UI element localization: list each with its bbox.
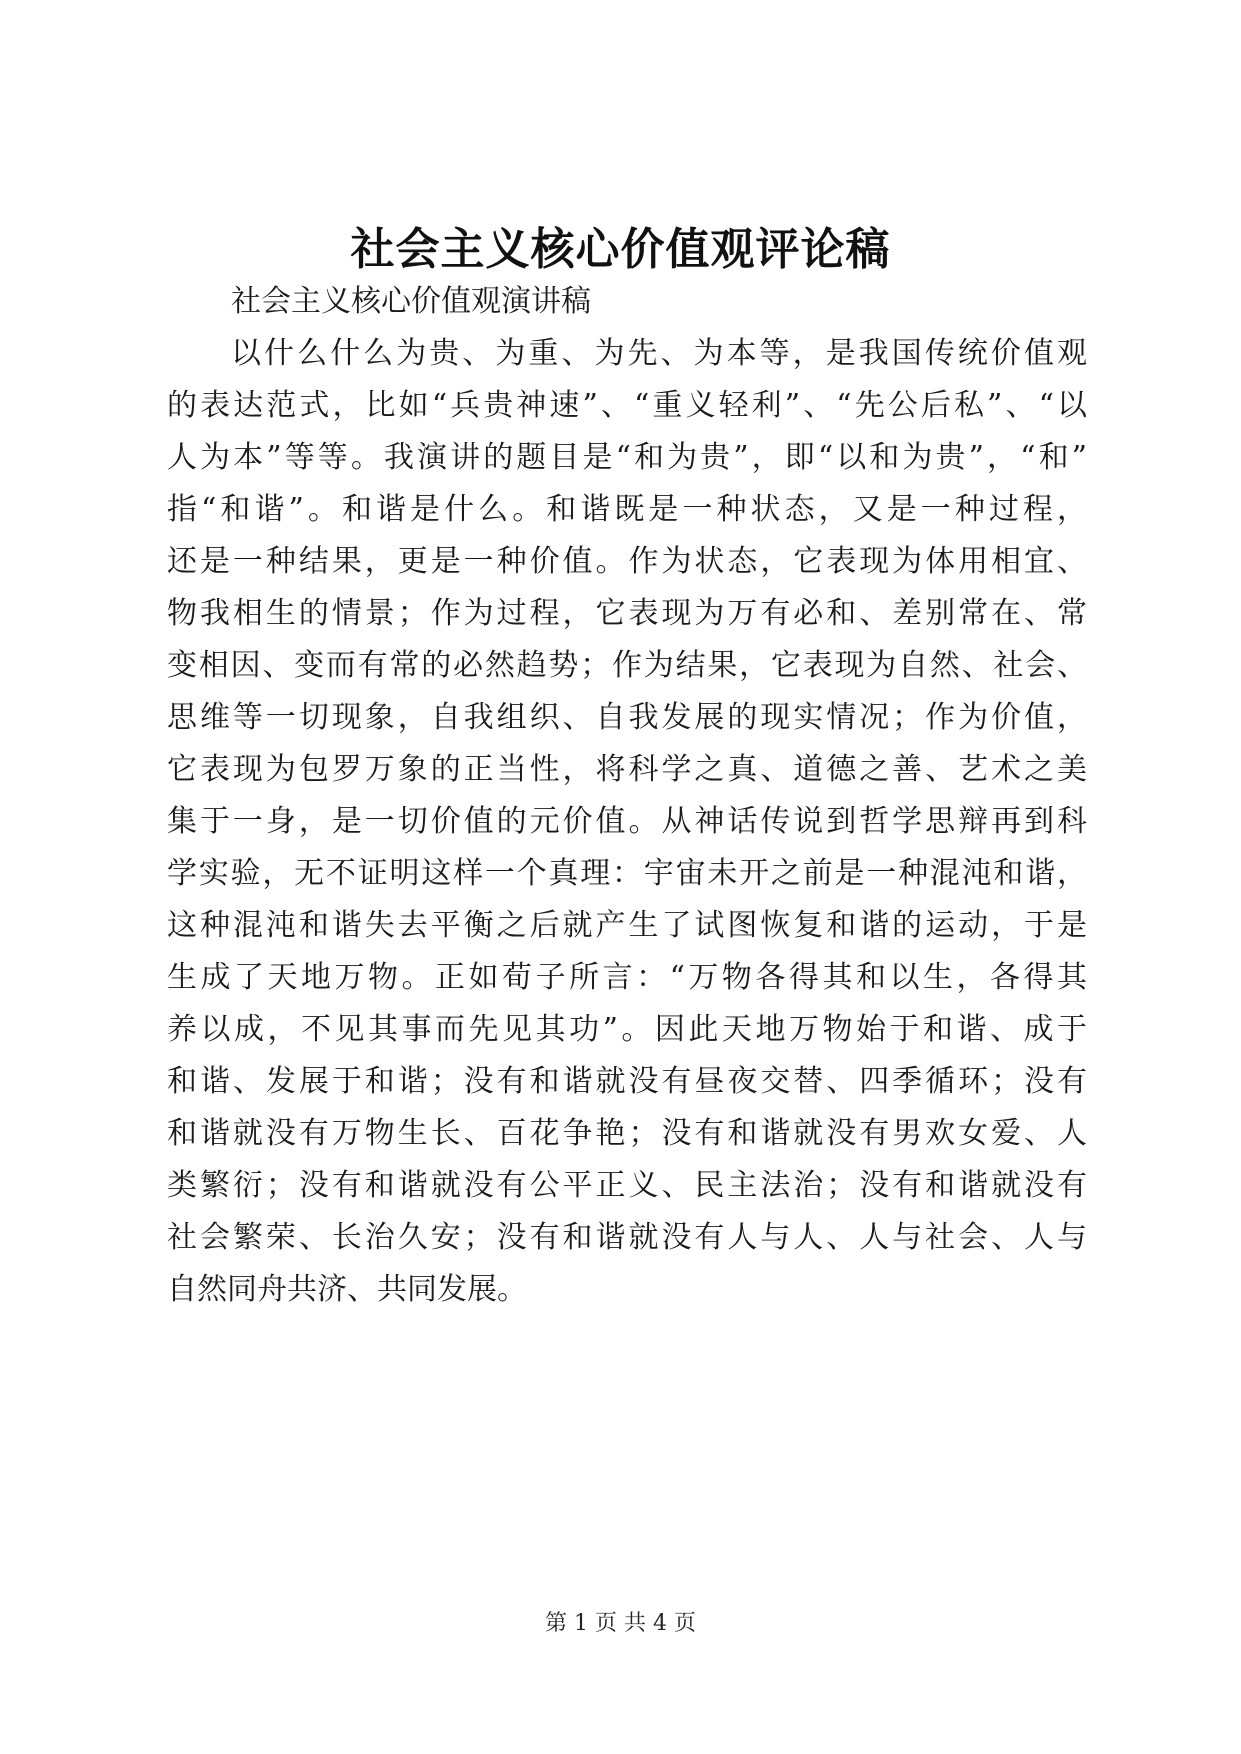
body-line: 指“和谐”。和谐是什么。和谐既是一种状态，又是一种过程， (167, 492, 1087, 527)
body-line: 类繁衍；没有和谐就没有公平正义、民主法治；没有和谐就没有 (167, 1168, 1087, 1203)
body-line: 学实验，无不证明这样一个真理：宇宙未开之前是一种混沌和谐， (167, 856, 1087, 891)
body-line: 人为本”等等。我演讲的题目是“和为贵”，即“以和为贵”，“和” (167, 440, 1087, 475)
body-line: 思维等一切现象，自我组织、自我发展的现实情况；作为价值， (167, 700, 1087, 735)
body-line: 生成了天地万物。正如荀子所言：“万物各得其和以生，各得其 (167, 960, 1087, 995)
body-line: 它表现为包罗万象的正当性，将科学之真、道德之善、艺术之美 (167, 752, 1087, 787)
body-line: 这种混沌和谐失去平衡之后就产生了试图恢复和谐的运动，于是 (167, 908, 1087, 943)
body-line: 和谐就没有万物生长、百花争艳；没有和谐就没有男欢女爱、人 (167, 1116, 1087, 1151)
document-title: 社会主义核心价值观评论稿 (350, 224, 891, 275)
body-line: 以什么什么为贵、为重、为先、为本等，是我国传统价值观 (231, 336, 1087, 371)
body-line: 和谐、发展于和谐；没有和谐就没有昼夜交替、四季循环；没有 (167, 1064, 1087, 1099)
body-line: 的表达范式，比如“兵贵神速”、“重义轻利”、“先公后私”、“以 (167, 388, 1087, 423)
body-line: 集于一身，是一切价值的元价值。从神话传说到哲学思辩再到科 (167, 804, 1087, 839)
page-number-footer: 第 1 页 共 4 页 (545, 1611, 696, 1636)
subtitle-line: 社会主义核心价值观演讲稿 (231, 284, 591, 319)
body-line: 变相因、变而有常的必然趋势；作为结果，它表现为自然、社会、 (167, 648, 1087, 683)
body-line: 物我相生的情景；作为过程，它表现为万有必和、差别常在、常 (167, 596, 1087, 631)
body-line: 养以成，不见其事而先见其功”。因此天地万物始于和谐、成于 (167, 1012, 1087, 1047)
body-line: 还是一种结果，更是一种价值。作为状态，它表现为体用相宜、 (167, 544, 1087, 579)
body-line: 自然同舟共济、共同发展。 (167, 1272, 527, 1307)
body-line: 社会繁荣、长治久安；没有和谐就没有人与人、人与社会、人与 (167, 1220, 1087, 1255)
